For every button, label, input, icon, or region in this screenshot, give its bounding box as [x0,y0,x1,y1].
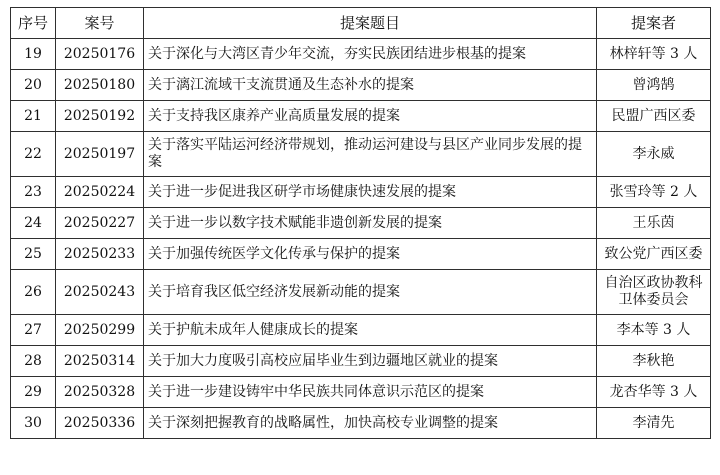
proposal-table [10,7,711,439]
row-index: 26 [11,270,56,315]
row-case-no: 20250224 [56,177,144,208]
table-row [11,239,711,270]
row-case-no: 20250299 [56,315,144,346]
table-row [11,177,711,208]
row-title: 关于深刻把握教育的战略属性，加快高校专业调整的提案 [144,408,597,439]
row-index: 24 [11,208,56,239]
row-index: 23 [11,177,56,208]
table-row [11,377,711,408]
row-proposer: 致公党广西区委 [597,239,711,270]
header-case-no: 案号 [56,8,144,39]
row-proposer: 曾鸿鹄 [597,70,711,101]
row-index: 28 [11,346,56,377]
table-row [11,101,711,132]
table-row [11,70,711,101]
row-title: 关于进一步建设铸牢中华民族共同体意识示范区的提案 [144,377,597,408]
row-case-no: 20250314 [56,346,144,377]
row-case-no: 20250227 [56,208,144,239]
header-proposer: 提案者 [597,8,711,39]
table-row [11,408,711,439]
row-title: 关于加大力度吸引高校应届毕业生到边疆地区就业的提案 [144,346,597,377]
row-index: 25 [11,239,56,270]
row-index: 27 [11,315,56,346]
row-case-no: 20250176 [56,39,144,70]
table-header-row [11,8,711,39]
header-title: 提案题目 [144,8,597,39]
table-row [11,315,711,346]
row-proposer: 李永威 [597,132,711,177]
table-row [11,132,711,177]
row-title: 关于培育我区低空经济发展新动能的提案 [144,270,597,315]
row-title: 关于进一步促进我区研学市场健康快速发展的提案 [144,177,597,208]
row-title: 关于落实平陆运河经济带规划，推动运河建设与县区产业同步发展的提案 [144,132,597,177]
table-row [11,270,711,315]
row-case-no: 20250197 [56,132,144,177]
row-title: 关于进一步以数字技术赋能非遗创新发展的提案 [144,208,597,239]
table-row [11,39,711,70]
row-case-no: 20250233 [56,239,144,270]
row-case-no: 20250192 [56,101,144,132]
row-proposer: 李秋艳 [597,346,711,377]
row-proposer: 林梓轩等 3 人 [597,39,711,70]
table-row [11,208,711,239]
row-index: 30 [11,408,56,439]
row-title: 关于漓江流域干支流贯通及生态补水的提案 [144,70,597,101]
row-proposer: 王乐茵 [597,208,711,239]
row-title: 关于支持我区康养产业高质量发展的提案 [144,101,597,132]
table-row [11,346,711,377]
row-proposer: 龙杏华等 3 人 [597,377,711,408]
row-proposer: 民盟广西区委 [597,101,711,132]
row-proposer: 李本等 3 人 [597,315,711,346]
row-index: 20 [11,70,56,101]
header-index: 序号 [11,8,56,39]
row-case-no: 20250336 [56,408,144,439]
row-title: 关于加强传统医学文化传承与保护的提案 [144,239,597,270]
row-title: 关于深化与大湾区青少年交流，夯实民族团结进步根基的提案 [144,39,597,70]
row-index: 19 [11,39,56,70]
row-index: 21 [11,101,56,132]
row-index: 22 [11,132,56,177]
row-proposer: 张雪玲等 2 人 [597,177,711,208]
row-case-no: 20250180 [56,70,144,101]
row-case-no: 20250243 [56,270,144,315]
row-index: 29 [11,377,56,408]
row-proposer: 李清先 [597,408,711,439]
row-case-no: 20250328 [56,377,144,408]
row-title: 关于护航未成年人健康成长的提案 [144,315,597,346]
row-proposer: 自治区政协教科卫体委员会 [597,270,711,315]
